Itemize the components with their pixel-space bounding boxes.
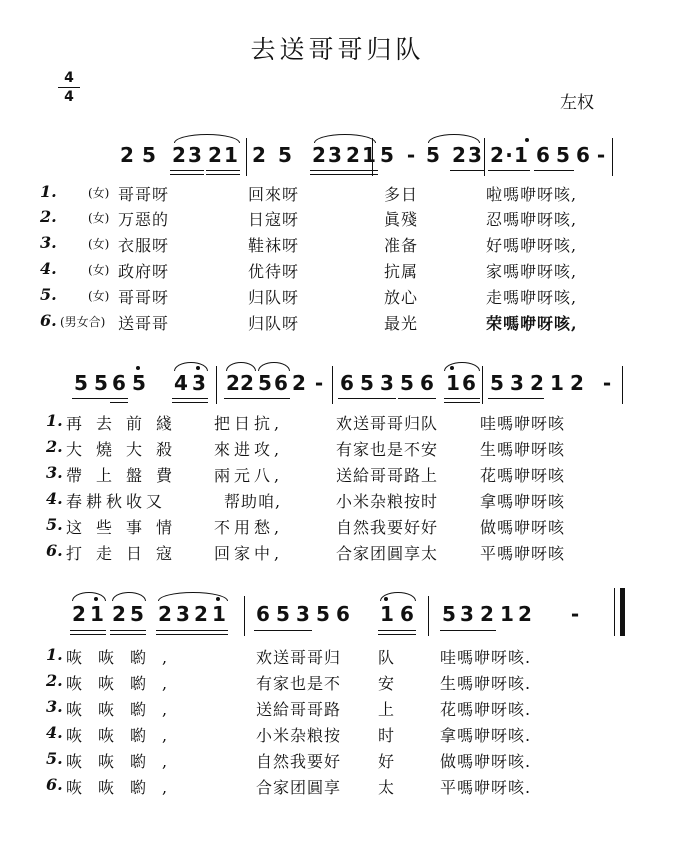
- lyric-segment: 眞殘: [384, 210, 419, 229]
- lyric-segment: 咴咴喲,: [66, 700, 184, 719]
- lyric-segment: 忍嗎咿呀咳,: [486, 210, 578, 229]
- note: 1: [380, 602, 394, 626]
- lyric-line: [0, 411, 675, 433]
- lyric-line: [0, 259, 675, 281]
- note: 3: [188, 143, 202, 167]
- lyric-line: [0, 749, 675, 771]
- lyric-line: [0, 541, 675, 563]
- note: 3: [380, 371, 394, 395]
- note: 6: [462, 371, 476, 395]
- note: 2: [226, 371, 240, 395]
- lyric-segment: 再去前綫: [66, 414, 187, 433]
- note: 1: [224, 143, 238, 167]
- lyric-line: [0, 285, 675, 307]
- lyric-segment: 衣服呀: [118, 236, 170, 255]
- lyric-line: [0, 437, 675, 459]
- verse-number: 1.: [40, 182, 57, 201]
- verse-number: 6.: [40, 311, 57, 330]
- note: 6: [576, 143, 590, 167]
- lyric-line: [0, 671, 675, 693]
- time-signature-bottom: 4: [64, 89, 74, 105]
- lyric-line: [0, 463, 675, 485]
- note: 6: [420, 371, 434, 395]
- note: 6: [336, 602, 350, 626]
- lyric-segment: 合家团圓享: [256, 778, 342, 797]
- lyric-segment: 咴咴喲,: [66, 726, 184, 745]
- lyric-segment: 大燒大殺: [66, 440, 187, 459]
- role: (女): [88, 237, 110, 251]
- note: 2: [252, 143, 266, 167]
- lyric-segment: 家嗎咿呀咳,: [486, 262, 578, 281]
- lyric-segment: 这些事情: [66, 518, 187, 537]
- verse-number: 3.: [40, 233, 57, 252]
- lyric-line: [0, 233, 675, 255]
- lyric-line: [0, 182, 675, 204]
- verse-number: 1.: [46, 411, 63, 430]
- note: 3: [468, 143, 482, 167]
- lyric-segment: 自然我要好好: [336, 518, 439, 537]
- lyric-segment: 政府呀: [118, 262, 170, 281]
- time-signature-top: 4: [64, 70, 74, 86]
- lyric-segment: 哥哥呀: [118, 185, 170, 204]
- lyric-segment: 日寇呀: [248, 210, 300, 229]
- lyric-line: [0, 645, 675, 667]
- lyric-segment: 好嗎咿呀咳,: [486, 236, 578, 255]
- notation-row-3: [0, 596, 675, 638]
- lyric-segment: 万惡的: [118, 210, 170, 229]
- lyric-segment: 放心: [384, 288, 419, 307]
- note: 5: [400, 371, 414, 395]
- verse-number: 5.: [46, 749, 63, 768]
- lyric-segment: 送哥哥: [118, 314, 170, 333]
- lyric-segment: 欢送哥哥归队: [336, 414, 439, 433]
- verse-number: 2.: [40, 207, 57, 226]
- note: 6: [274, 371, 288, 395]
- note: 3: [192, 371, 206, 395]
- lyric-segment: 荣嗎咿呀咳,: [486, 314, 578, 333]
- lyric-segment: 归队呀: [248, 314, 300, 333]
- lyric-segment: 队: [378, 648, 396, 667]
- verse-number: 2.: [46, 671, 63, 690]
- lyric-segment: 做嗎咿呀咳.: [440, 752, 532, 771]
- dash: -: [596, 143, 606, 167]
- note: 6: [400, 602, 414, 626]
- verse-number: 2.: [46, 437, 63, 456]
- note: 2: [312, 143, 326, 167]
- lyric-segment: 咴咴喲,: [66, 648, 184, 667]
- verse-number: 1.: [46, 645, 63, 664]
- lyric-segment: 准备: [384, 236, 419, 255]
- note: 5: [442, 602, 456, 626]
- lyric-segment: 做嗎咿呀咳: [480, 518, 566, 537]
- time-signature: [56, 70, 82, 105]
- verse-number: 5.: [40, 285, 57, 304]
- verse-number: 3.: [46, 697, 63, 716]
- lyric-segment: 花嗎咿呀咳: [480, 466, 566, 485]
- lyric-segment: 鞋袜呀: [248, 236, 300, 255]
- note: 5: [556, 143, 570, 167]
- note: 3: [328, 143, 342, 167]
- lyric-segment: 回家中,: [214, 544, 284, 563]
- note: 5: [316, 602, 330, 626]
- note: 5: [380, 143, 394, 167]
- note: 5: [74, 371, 88, 395]
- lyric-segment: 帮助咱,: [224, 492, 282, 511]
- lyric-segment: 咴咴喲,: [66, 674, 184, 693]
- verse-number: 5.: [46, 515, 63, 534]
- note: 2: [240, 371, 254, 395]
- verse-number: 4.: [46, 489, 63, 508]
- verse-number: 6.: [46, 541, 63, 560]
- lyric-line: [0, 207, 675, 229]
- dash: -: [570, 602, 580, 626]
- lyric-line: [0, 489, 675, 511]
- note: 2: [194, 602, 208, 626]
- lyric-segment: 送給哥哥路上: [336, 466, 439, 485]
- dash: -: [314, 371, 324, 395]
- lyric-segment: 哇嗎咿呀咳: [480, 414, 566, 433]
- lyric-segment: 哥哥呀: [118, 288, 170, 307]
- lyric-line: [0, 311, 675, 333]
- lyric-segment: 平嗎咿呀咳.: [440, 778, 532, 797]
- lyric-segment: 咴咴喲,: [66, 752, 184, 771]
- lyric-segment: 有家也是不: [256, 674, 342, 693]
- note: 2: [120, 143, 134, 167]
- lyric-segment: 小米杂粮按时: [336, 492, 439, 511]
- note: 3: [296, 602, 310, 626]
- lyric-segment: 春耕秋收又: [66, 492, 167, 511]
- lyric-segment: 啦嗎咿呀咳,: [486, 185, 578, 204]
- note: 2: [570, 371, 584, 395]
- lyric-segment: 送給哥哥路: [256, 700, 342, 719]
- role: (男女合): [60, 315, 106, 329]
- lyric-segment: 太: [378, 778, 396, 797]
- note: 5: [258, 371, 272, 395]
- role: (女): [88, 263, 110, 277]
- lyric-segment: 拿嗎咿呀咳.: [440, 726, 532, 745]
- notation-row-1: [0, 138, 675, 178]
- role: (女): [88, 289, 110, 303]
- note: 5: [360, 371, 374, 395]
- lyric-segment: 自然我要好: [256, 752, 342, 771]
- note: 2: [490, 143, 504, 167]
- lyric-segment: 小米杂粮按: [256, 726, 342, 745]
- note: 2: [292, 371, 306, 395]
- note: 4: [174, 371, 188, 395]
- note: 3: [510, 371, 524, 395]
- note: 2: [112, 602, 126, 626]
- dot: ·: [505, 143, 513, 167]
- note: 5: [278, 143, 292, 167]
- lyric-segment: 有家也是不安: [336, 440, 439, 459]
- note: 1: [550, 371, 564, 395]
- dash: -: [602, 371, 612, 395]
- lyric-line: [0, 697, 675, 719]
- role: (女): [88, 186, 110, 200]
- lyric-segment: 咴咴喲,: [66, 778, 184, 797]
- note: 1: [514, 143, 528, 167]
- note: 1: [212, 602, 226, 626]
- lyric-segment: 來进攻,: [214, 440, 284, 459]
- verse-number: 4.: [46, 723, 63, 742]
- note: 1: [90, 602, 104, 626]
- note: 2: [480, 602, 494, 626]
- note: 2: [158, 602, 172, 626]
- note: 2: [452, 143, 466, 167]
- verse-number: 3.: [46, 463, 63, 482]
- lyric-segment: 抗属: [384, 262, 419, 281]
- song-title: 去送哥哥归队: [250, 35, 425, 64]
- composer: 左权: [560, 93, 594, 113]
- note: 1: [362, 143, 376, 167]
- dash: -: [406, 143, 416, 167]
- lyric-segment: 生嗎咿呀咳.: [440, 674, 532, 693]
- lyric-segment: 哇嗎咿呀咳.: [440, 648, 532, 667]
- note: 2: [172, 143, 186, 167]
- lyric-segment: 欢送哥哥归: [256, 648, 342, 667]
- note: 5: [490, 371, 504, 395]
- notation-row-2: [0, 366, 675, 406]
- lyric-segment: 上: [378, 700, 396, 719]
- note: 5: [94, 371, 108, 395]
- role: (女): [88, 211, 110, 225]
- lyric-segment: 多日: [384, 185, 419, 204]
- note: 2: [208, 143, 222, 167]
- lyric-segment: 拿嗎咿呀咳: [480, 492, 566, 511]
- note: 1: [446, 371, 460, 395]
- lyric-segment: 平嗎咿呀咳: [480, 544, 566, 563]
- lyric-segment: 归队呀: [248, 288, 300, 307]
- note: 5: [132, 371, 146, 395]
- note: 6: [112, 371, 126, 395]
- lyric-segment: 回來呀: [248, 185, 300, 204]
- lyric-segment: 走嗎咿呀咳,: [486, 288, 578, 307]
- verse-number: 6.: [46, 775, 63, 794]
- lyric-segment: 最光: [384, 314, 419, 333]
- note: 1: [500, 602, 514, 626]
- lyric-segment: 时: [378, 726, 396, 745]
- note: 2: [530, 371, 544, 395]
- lyric-segment: 打走日寇: [66, 544, 187, 563]
- note: 5: [276, 602, 290, 626]
- lyric-segment: 生嗎咿呀咳: [480, 440, 566, 459]
- lyric-segment: 把日抗,: [214, 414, 284, 433]
- note: 6: [256, 602, 270, 626]
- lyric-line: [0, 775, 675, 797]
- lyric-line: [0, 723, 675, 745]
- note: 5: [130, 602, 144, 626]
- lyric-segment: 帶上盤費: [66, 466, 187, 485]
- lyric-segment: 好: [378, 752, 396, 771]
- note: 3: [460, 602, 474, 626]
- lyric-segment: 兩元八,: [214, 466, 284, 485]
- note: 2: [72, 602, 86, 626]
- note: 6: [340, 371, 354, 395]
- lyric-segment: 合家团圓享太: [336, 544, 439, 563]
- lyric-segment: 花嗎咿呀咳.: [440, 700, 532, 719]
- note: 5: [142, 143, 156, 167]
- note: 5: [426, 143, 440, 167]
- note: 6: [536, 143, 550, 167]
- note: 2: [346, 143, 360, 167]
- lyric-line: [0, 515, 675, 537]
- lyric-segment: 优待呀: [248, 262, 300, 281]
- note: 2: [518, 602, 532, 626]
- lyric-segment: 安: [378, 674, 396, 693]
- note: 3: [176, 602, 190, 626]
- lyric-segment: 不用愁,: [214, 518, 284, 537]
- verse-number: 4.: [40, 259, 57, 278]
